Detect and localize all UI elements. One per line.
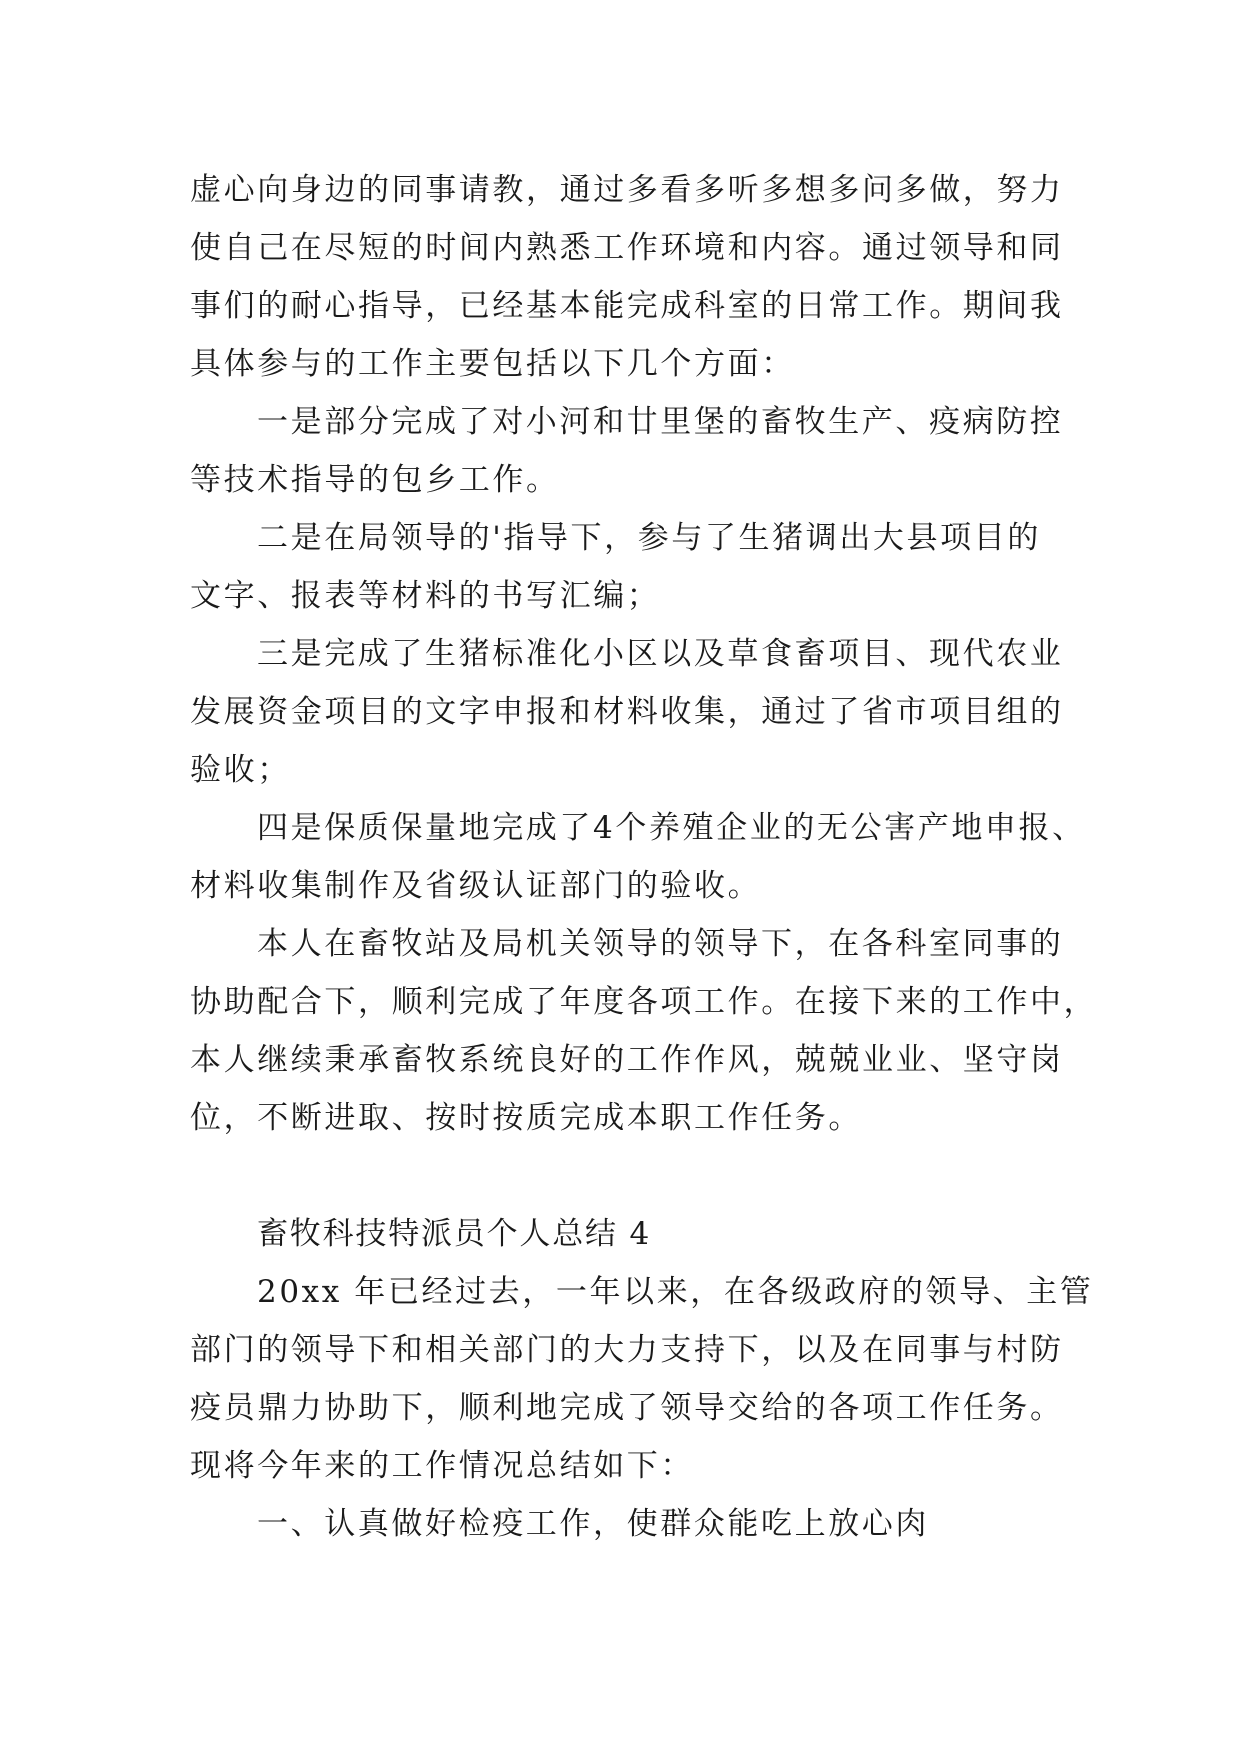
paragraph-line: 疫员鼎力协助下，顺利地完成了领导交给的各项工作任务。 — [190, 1390, 1064, 1426]
paragraph-line: 事们的耐心指导，已经基本能完成科室的日常工作。期间我 — [190, 288, 1064, 324]
paragraph-line: 协助配合下，顺利完成了年度各项工作。在接下来的工作中， — [190, 984, 1098, 1020]
paragraph-line: 本人继续秉承畜牧系统良好的工作作风，兢兢业业、坚守岗 — [190, 1042, 1064, 1078]
paragraph-line: 位，不断进取、按时按质完成本职工作任务。 — [190, 1100, 862, 1136]
paragraph-line: 使自己在尽短的时间内熟悉工作环境和内容。通过领导和同 — [190, 230, 1064, 266]
paragraph-line: 现将今年来的工作情况总结如下： — [190, 1448, 694, 1484]
paragraph-line: 虚心向身边的同事请教，通过多看多听多想多问多做，努力 — [190, 172, 1064, 208]
list-item-3-line: 发展资金项目的文字申报和材料收集，通过了省市项目组的 — [190, 694, 1064, 730]
list-item-4-line: 材料收集制作及省级认证部门的验收。 — [190, 868, 762, 904]
list-item-2-line: 二是在局领导的'指导下，参与了生猪调出大县项目的 — [257, 520, 1041, 556]
list-item-4-line: 四是保质保量地完成了4个养殖企业的无公害产地申报、 — [257, 810, 1086, 846]
paragraph-line: 具体参与的工作主要包括以下几个方面： — [190, 346, 795, 382]
list-item-1-line: 一是部分完成了对小河和廿里堡的畜牧生产、疫病防控 — [257, 404, 1064, 440]
list-item-3-line: 验收； — [190, 752, 291, 788]
subsection-heading: 一、认真做好检疫工作，使群众能吃上放心肉 — [257, 1506, 929, 1542]
list-item-1-line: 等技术指导的包乡工作。 — [190, 462, 560, 498]
paragraph-line: 本人在畜牧站及局机关领导的领导下，在各科室同事的 — [257, 926, 1064, 962]
paragraph-line: 部门的领导下和相关部门的大力支持下，以及在同事与村防 — [190, 1332, 1064, 1368]
paragraph-line: 20xx 年已经过去，一年以来，在各级政府的领导、主管 — [257, 1274, 1094, 1310]
list-item-2-line: 文字、报表等材料的书写汇编； — [190, 578, 661, 614]
list-item-3-line: 三是完成了生猪标准化小区以及草食畜项目、现代农业 — [257, 636, 1064, 672]
section-heading: 畜牧科技特派员个人总结 4 — [257, 1216, 651, 1252]
